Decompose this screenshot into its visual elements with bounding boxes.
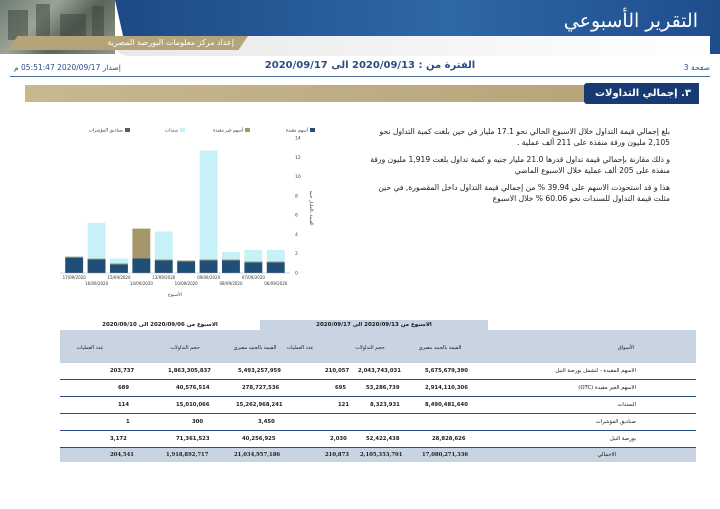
bar-segment — [110, 259, 128, 264]
cell-curr-trades: 2,030 — [330, 436, 347, 442]
cell-curr-value: 8,490,481,640 — [425, 402, 468, 408]
x-tick-label: 07/09/2020 — [241, 275, 265, 280]
section-title: ٣. إجمالي التداولات — [584, 83, 699, 104]
cell-prev-volume: 1,863,305,837 — [168, 368, 211, 374]
table-row — [60, 397, 696, 414]
y-tick-label: 10 — [295, 175, 301, 181]
cell-prev-volume: 71,361,523 — [176, 436, 210, 442]
bar-segment — [155, 232, 173, 260]
cell-prev-volume: 15,010,066 — [176, 402, 210, 408]
bar-segment — [65, 257, 83, 258]
cell-market: السندات — [617, 402, 636, 408]
x-axis-label: الأسبوع — [168, 293, 182, 298]
x-tick-label: 08/09/2020 — [219, 281, 243, 286]
cell-prev-value: 15,262,968,241 — [236, 402, 283, 408]
bar-segment — [222, 252, 240, 260]
cell-curr-value: 17,080,271,336 — [422, 452, 469, 458]
page-number: صفحة 3 — [683, 63, 710, 72]
bar-segment — [155, 261, 173, 274]
cell-curr-trades: 121 — [338, 402, 350, 408]
cell-market: بورصة النيل — [609, 436, 636, 442]
bar-segment — [110, 264, 128, 273]
chart-canvas — [55, 118, 345, 298]
summary-paragraph: هذا و قد استحوذت الاسهم على 39.94 % من إجمالي قيمة التداول داخل المقصورة, في حين مثلت قيمة التداول للسندات نحو 60.06 % خلال الاسبوع — [378, 183, 670, 203]
table-row — [60, 431, 696, 448]
bar-segment — [222, 260, 240, 261]
cell-curr-volume: 8,323,931 — [370, 402, 400, 408]
legend-label: أسهم مقيدة — [285, 128, 308, 134]
bar-segment — [244, 250, 262, 262]
bar-segment — [200, 260, 218, 261]
header-subtitle: إعداد مركز معلومات البورصة المصرية — [107, 38, 234, 47]
x-tick-label: 10/09/2020 — [174, 281, 198, 286]
header-curr-volume: حجم التداولات — [355, 345, 385, 351]
cell-prev-value: 40,256,925 — [242, 436, 276, 442]
summary-paragraph: بلغ إجمالي قيمة التداول خلال الاسبوع الحالي نحو 17.1 مليار في حين بلغت كمية التداول نحو 2,105 مليون ورقة منفذة على 211 ألف عملية . — [379, 127, 670, 147]
section-bar — [25, 85, 695, 102]
header-curr-trades: عدد العمليات — [286, 345, 314, 351]
bar-segment — [88, 223, 106, 259]
x-tick-label: 16/09/2020 — [85, 281, 109, 286]
summary-paragraph: و ذلك مقارنة بإجمالي قيمة تداول قدرها 21.0 مليار جنيه و كمية تداول بلغت 1,919 مليون ورقة منفذة على 205 ألف عملية خلال الاسبوع الماضي — [370, 155, 670, 175]
legend-label: صناديق المؤشرات — [88, 128, 123, 134]
table-header — [60, 330, 696, 363]
cell-curr-volume: 53,286,739 — [366, 385, 400, 391]
table-row — [60, 380, 696, 397]
bar-segment — [200, 261, 218, 274]
bar-segment — [88, 259, 106, 260]
bar-segment — [177, 261, 195, 262]
y-tick-label: 6 — [295, 213, 298, 219]
cell-prev-trades: 689 — [118, 385, 130, 391]
cell-prev-value: 3,450 — [258, 419, 275, 425]
period-previous: الاسبوع من 2020/09/06 الى 2020/09/10 — [102, 322, 218, 328]
cell-curr-trades: 210,873 — [325, 452, 349, 458]
header-prev-value: القيمة بالجنيه مصري — [233, 345, 277, 351]
cell-market: الاجمالي — [597, 452, 616, 458]
y-tick-label: 4 — [295, 232, 298, 238]
period-current: الاسبوع من 2020/09/13 الى 2020/09/17 — [260, 320, 488, 330]
report-period: الفترة من : 2020/09/13 الى 2020/09/17 — [264, 60, 476, 71]
bar-segment — [132, 259, 150, 274]
bar-segment — [88, 260, 106, 274]
cell-curr-value: 2,914,110,306 — [425, 385, 468, 391]
table-period-header — [60, 320, 696, 330]
cell-curr-value: 5,675,679,390 — [425, 368, 468, 374]
x-tick-label: 09/09/2020 — [197, 275, 221, 280]
cell-prev-trades: 3,172 — [110, 436, 127, 442]
summary-text — [360, 126, 670, 210]
cell-market: الاسهم المقيدة - لتشمل بورصة النيل — [555, 368, 636, 374]
cell-market: الاسهم الغير مقيدة (OTC) — [578, 385, 636, 391]
bar-segment — [200, 151, 218, 260]
legend-label: سندات — [165, 128, 178, 134]
cell-prev-trades: 204,541 — [110, 452, 134, 458]
trading-chart — [55, 118, 345, 298]
cell-prev-value: 5,493,257,959 — [238, 368, 281, 374]
bar-segment — [267, 261, 285, 262]
cell-prev-value: 278,727,536 — [242, 385, 280, 391]
cell-prev-volume: 1,918,892,717 — [166, 452, 209, 458]
bar-segment — [65, 258, 83, 273]
cell-market: صناديق المؤشرات — [595, 419, 636, 425]
cell-prev-trades: 203,737 — [110, 368, 135, 374]
cell-curr-volume: 52,422,438 — [366, 436, 400, 442]
cell-curr-trades: 210,057 — [325, 368, 350, 374]
bar-segment — [267, 262, 285, 273]
y-tick-label: 8 — [295, 194, 298, 200]
header-curr-value: القيمة بالجنيه مصري — [418, 345, 462, 351]
bar-segment — [155, 260, 173, 261]
bar-segment — [244, 262, 262, 273]
table-total-row — [60, 448, 696, 462]
cell-prev-volume: 300 — [192, 419, 204, 425]
cell-prev-trades: 1 — [126, 419, 130, 425]
bar-segment — [177, 261, 195, 273]
cell-prev-volume: 40,576,514 — [176, 385, 210, 391]
bar-segment — [244, 261, 262, 262]
x-tick-label: 14/09/2020 — [129, 281, 153, 286]
x-tick-label: 15/09/2020 — [107, 275, 131, 280]
meta-line — [0, 60, 720, 74]
x-tick-label: 17/09/2020 — [62, 275, 86, 280]
y-tick-label: 14 — [295, 136, 301, 142]
y-tick-label: 0 — [295, 271, 298, 277]
cell-curr-value: 28,828,626 — [432, 436, 466, 442]
y-tick-label: 12 — [295, 155, 301, 161]
y-tick-label: 2 — [295, 252, 298, 258]
cell-prev-value: 21,034,957,186 — [234, 452, 281, 458]
header-divider — [10, 76, 710, 77]
bar-segment — [222, 261, 240, 274]
bar-segment — [267, 250, 285, 262]
issue-date: إصدار 2020/09/17 05:51:47 م — [14, 63, 121, 72]
x-tick-label: 06/09/2020 — [264, 281, 288, 286]
bar-segment — [132, 229, 150, 259]
bar-segment — [110, 263, 128, 264]
cell-curr-volume: 2,043,743,031 — [358, 368, 401, 374]
header-prev-volume: حجم التداولات — [170, 345, 200, 351]
header-banner — [0, 0, 720, 54]
cell-curr-volume: 2,105,353,701 — [360, 452, 403, 458]
cell-prev-trades: 114 — [118, 402, 130, 408]
cell-curr-trades: 695 — [335, 385, 347, 391]
header-market: الأسواق — [617, 345, 635, 351]
y-axis-label: القيمة بالمليار جنيه — [308, 190, 313, 226]
table-row — [60, 363, 696, 380]
table-row — [60, 414, 696, 431]
header-prev-trades: عدد العمليات — [76, 345, 104, 351]
legend-label: أسهم غير مقيدة — [213, 128, 243, 134]
x-tick-label: 13/09/2020 — [152, 275, 176, 280]
report-title: التقرير الأسبوعي — [563, 10, 698, 32]
